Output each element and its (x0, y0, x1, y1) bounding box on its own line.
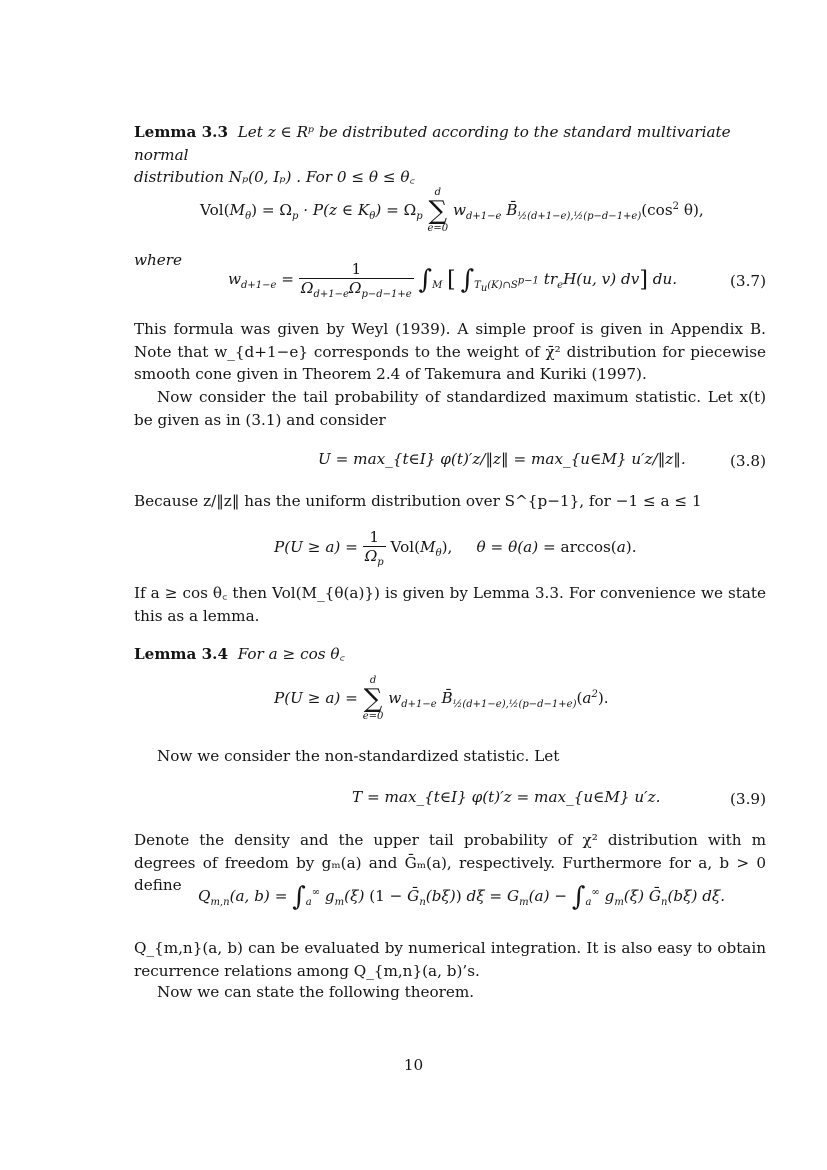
equation-3-9-number: (3.9) (729, 790, 766, 808)
equation-3-8-number: (3.8) (729, 452, 766, 470)
equation-3-8-formula: U = max_{t∈I} φ(t)′z/‖z‖ = max_{u∈M} u′z/‖z‖. (318, 450, 686, 468)
where-label: where (134, 251, 183, 269)
equation-3-8 (134, 446, 766, 480)
lemma-3-3-line-1: Let z ∈ Rᵖ be distributed according to the standard multivariate normal (134, 123, 731, 164)
lemma-3-4-statement (134, 643, 766, 666)
lemma-3-4-head: Lemma 3.4 (134, 645, 229, 663)
equation-3-9 (134, 786, 766, 820)
volume-equation: $Vol(M_\theta) = \Omega_p \cdot P(z$ ∈ $K_\theta) = \Omega_p$ d ∑ e=0 $w_{d+1-e}$ $B̄_{\frac{1}{2}(d+1-e),\frac{1}{2}(p-d-1+e)}(\cos^2$ θ), (200, 187, 704, 234)
lemma-3-4-text: For a ≥ cos θ꜀ (237, 645, 345, 663)
paragraph-weyl: This formula was given by Weyl (1939). A simple proof is given in Appendix B. Note that w_{d+1−e} corresponds to the weight of χ̄² distribution for piecewise smooth cone given in Theorem 2.4 of Takemura and Kuriki (1997). (134, 320, 766, 383)
pu-volume-equation: P(U ≥ a) = $\frac{1}{\Omega_p}$ $Vol(M_\theta)$, θ = θ(a) = arccos(a). (274, 528, 637, 569)
lemma-3-4-equation: P(U ≥ a) = d ∑ e=0 $w_{d+1-e}$ $B̄_{\frac{1}{2}(d+1-e),\frac{1}{2}(p-d-1+e)}(a^2)$. (274, 675, 609, 722)
lemma-3-3-head: Lemma 3.3 (134, 123, 229, 141)
page-number: 10 (403, 1056, 424, 1074)
paragraph-density-definition: Denote the density and the upper tail probability of χ² distribution with m degrees of freedom by gₘ(a) and Ḡₘ(a), respectively. Furthermore for a, b > 0 define (134, 831, 766, 894)
paragraph-numerical-integration: Q_{m,n}(a, b) can be evaluated by numerical integration. It is also easy to obtain recurrence relations among Q_{m,n}(a, b)’s. (134, 939, 766, 980)
paragraph-theorem-intro: Now we can state the following theorem. (157, 983, 475, 1001)
q-definition-equation: $Q_{m,n}(a$, $b) = \int_a^\infty$ $g_m(\xi) (1$ − Ḡ$_n$(bξ)) $d\xi = G_m(a) - \int_a^\infty$ $g_m(\xi)$ Ḡ$_n$(bξ) dξ. (198, 882, 726, 912)
paragraph-tail-probability: Now consider the tail probability of standardized maximum statistic. Let x(t) be given as in (3.1) and consider (134, 388, 766, 429)
equation-3-7: $w_{d+1-e}$ = $\frac{1}{\Omega_{d+1-e}\Omega_{p-d-1+e}}$ $\int_M$ [ $\int_{T_u(K)\cap S^{p-1}}$ $tr_eH(u$, v) dv] du. (3.7) (228, 260, 766, 301)
equation-3-7-number: (3.7) (729, 272, 766, 290)
paragraph-convenience: If a ≥ cos θ꜀ then Vol(M_{θ(a)}) is given by Lemma 3.3. For convenience we state this as a lemma. (134, 584, 766, 625)
paragraph-uniform: Because z/‖z‖ has the uniform distribution over S^{p−1}, for −1 ≤ a ≤ 1 (134, 492, 702, 510)
lemma-3-3-statement (134, 121, 766, 189)
equation-3-9-formula: T = max_{t∈I} φ(t)′z = max_{u∈M} u′z. (352, 788, 661, 806)
lemma-3-3-line-2: distribution Nₚ(0, Iₚ) . For 0 ≤ θ ≤ θ꜀ (134, 168, 415, 186)
paragraph-non-standardized: Now we consider the non-standardized statistic. Let (157, 747, 560, 765)
